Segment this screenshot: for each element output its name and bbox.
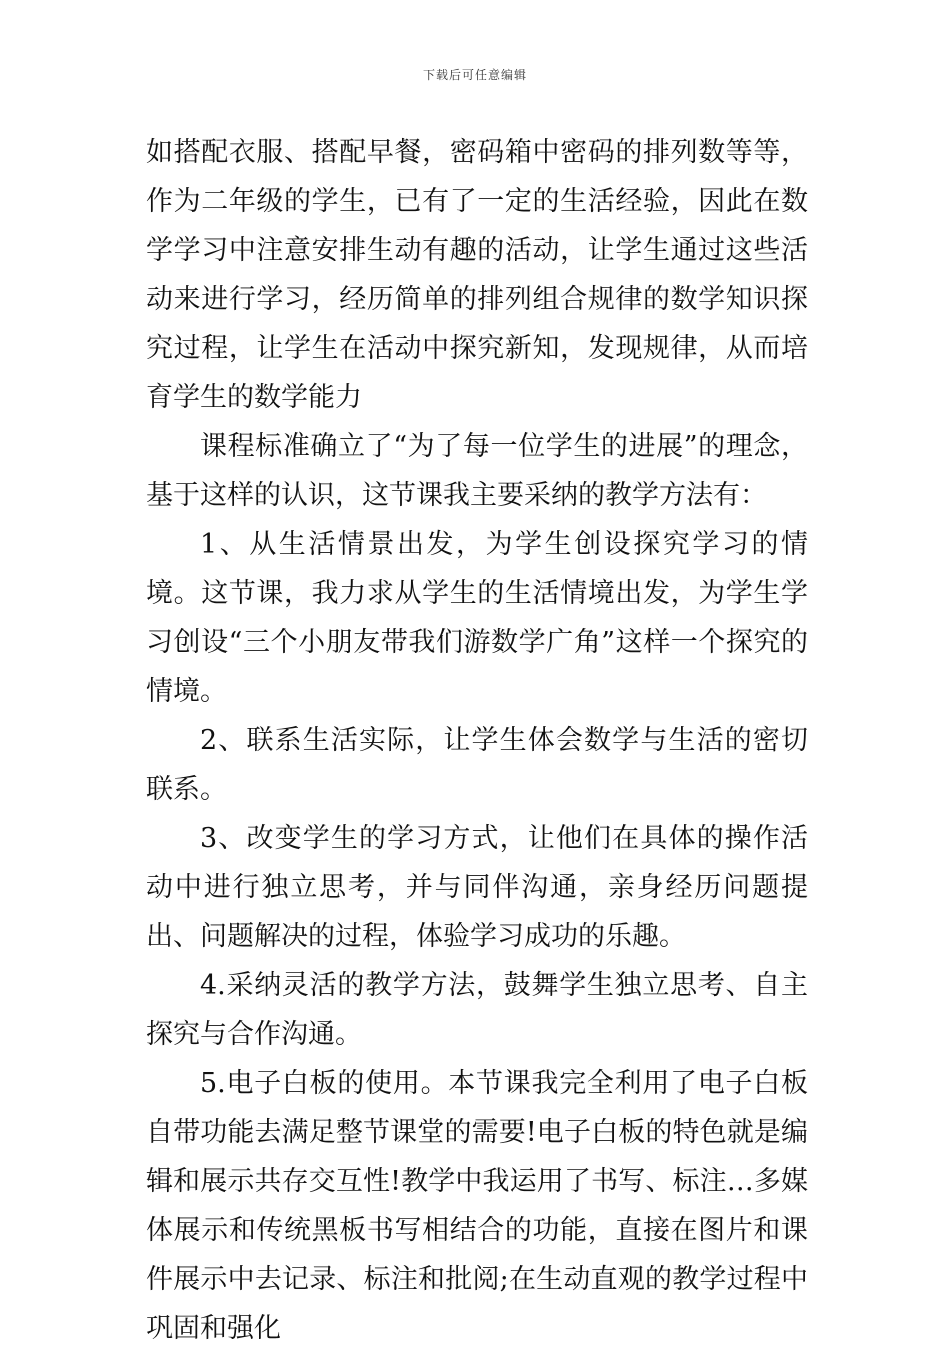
document-body <box>146 128 808 1353</box>
paragraph-2: 课程标准确立了“为了每一位学生的进展”的理念，基于这样的认识，这节课我主要采纳的教学方法有： <box>146 431 808 511</box>
paragraph-6: 4.采纳灵活的教学方法，鼓舞学生独立思考、自主探究与合作沟通。 <box>146 970 808 1050</box>
paragraph-7: 5.电子白板的使用。本节课我完全利用了电子白板自带功能去满足整节课堂的需要!电子白板的特色就是编辑和展示共存交互性!教学中我运用了书写、标注…多媒体展示和传统黑板书写相结合的功能，直接在图片和课件展示中去记录、标注和批阅;在生动直观的教学过程中巩固和强化 <box>146 1068 808 1344</box>
page-header-note: 下载后可任意编辑 <box>422 68 527 82</box>
paragraph-5: 3、改变学生的学习方式，让他们在具体的操作活动中进行独立思考，并与同伴沟通，亲身经历问题提出、问题解决的过程，体验学习成功的乐趣。 <box>146 823 808 952</box>
paragraph-1: 如搭配衣服、搭配早餐，密码箱中密码的排列数等等，作为二年级的学生，已有了一定的生活经验，因此在数学学习中注意安排生动有趣的活动，让学生通过这些活动来进行学习，经历简单的排列组合规律的数学知识探究过程，让学生在活动中探究新知，发现规律，从而培育学生的数学能力 <box>146 137 808 413</box>
paragraph-3: 1、从生活情景出发，为学生创设探究学习的情境。这节课，我力求从学生的生活情境出发，为学生学习创设“三个小朋友带我们游数学广角”这样一个探究的情境。 <box>146 529 808 707</box>
paragraph-4: 2、联系生活实际，让学生体会数学与生活的密切联系。 <box>146 725 808 805</box>
